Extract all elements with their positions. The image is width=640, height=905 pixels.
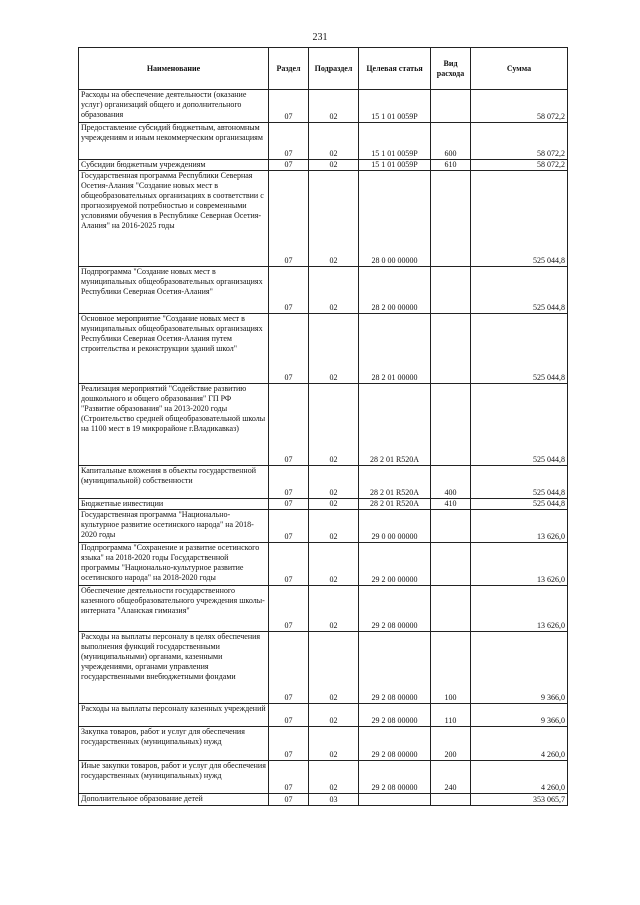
- cell-name: Подпрограмма "Создание новых мест в муниципальных общеобразовательных организациях Республики Северная Осетия-Алания": [79, 267, 269, 314]
- cell-amount: 525 044,8: [471, 267, 568, 314]
- header-target: Целевая статья: [359, 48, 431, 90]
- cell-target: 29 2 08 00000: [359, 632, 431, 704]
- cell-section: 07: [269, 466, 309, 499]
- table-body: [79, 90, 568, 806]
- cell-name: Расходы на выплаты персоналу в целях обеспечения выполнения функций государственными (муниципальными) органами, казенными учреждениями, органами управления государственными внебюджетными фондами: [79, 632, 269, 704]
- cell-subsection: 02: [309, 727, 359, 761]
- cell-expense-type: [431, 171, 471, 267]
- cell-section: 07: [269, 160, 309, 171]
- cell-name: Капитальные вложения в объекты государственной (муниципальной) собственности: [79, 466, 269, 499]
- cell-subsection: 02: [309, 704, 359, 727]
- cell-expense-type: 610: [431, 160, 471, 171]
- cell-name: Субсидии бюджетным учреждениям: [79, 160, 269, 171]
- header-expense-type: Вид расхода: [431, 48, 471, 90]
- cell-subsection: 02: [309, 499, 359, 510]
- budget-table: [78, 47, 568, 806]
- cell-subsection: 02: [309, 171, 359, 267]
- table-row: [79, 171, 568, 267]
- cell-name: Реализация мероприятий "Содействие развитию дошкольного и общего образования" ГП РФ "Развитие образования" на 2013-2020 годы (Строительство средней общеобразовательной школы на 1100 мест в 19 микрорайоне г.Владикавказ): [79, 384, 269, 466]
- cell-amount: 13 626,0: [471, 543, 568, 586]
- cell-target: 15 1 01 0059Р: [359, 160, 431, 171]
- header-amount: Сумма: [471, 48, 568, 90]
- cell-subsection: 02: [309, 510, 359, 543]
- cell-subsection: 02: [309, 632, 359, 704]
- cell-section: 07: [269, 314, 309, 384]
- cell-section: 07: [269, 794, 309, 806]
- page-number: 231: [312, 32, 328, 43]
- table-row: [79, 586, 568, 632]
- cell-name: Основное мероприятие "Создание новых мест в муниципальных общеобразовательных организациях Республики Северная Осетия-Алания путем строительства и реконструкции зданий школ": [79, 314, 269, 384]
- cell-section: 07: [269, 384, 309, 466]
- cell-subsection: 02: [309, 267, 359, 314]
- cell-expense-type: 100: [431, 632, 471, 704]
- cell-amount: 525 044,8: [471, 171, 568, 267]
- cell-amount: 9 366,0: [471, 632, 568, 704]
- table-row: [79, 499, 568, 510]
- cell-name: Подпрограмма "Сохранение и развитие осетинского языка" на 2018-2020 годы Государственной программы "Национально-культурное развитие осетинского народа" на 2018-2020 годы: [79, 543, 269, 586]
- cell-amount: 4 260,0: [471, 727, 568, 761]
- cell-subsection: 02: [309, 543, 359, 586]
- table-row: [79, 123, 568, 160]
- cell-subsection: 02: [309, 314, 359, 384]
- table-header-row: [79, 48, 568, 90]
- cell-section: 07: [269, 586, 309, 632]
- cell-name: Государственная программа "Национально-культурное развитие осетинского народа" на 2018-2020 годы: [79, 510, 269, 543]
- cell-amount: 58 072,2: [471, 123, 568, 160]
- cell-name: Предоставление субсидий бюджетным, автономным учреждениям и иным некоммерческим организациям: [79, 123, 269, 160]
- cell-expense-type: [431, 90, 471, 123]
- table-row: [79, 314, 568, 384]
- cell-target: 15 1 01 0059Р: [359, 123, 431, 160]
- cell-target: 28 0 00 00000: [359, 171, 431, 267]
- cell-amount: 353 065,7: [471, 794, 568, 806]
- cell-section: 07: [269, 632, 309, 704]
- cell-subsection: 02: [309, 90, 359, 123]
- cell-subsection: 03: [309, 794, 359, 806]
- cell-target: 29 2 08 00000: [359, 761, 431, 794]
- cell-target: 29 2 08 00000: [359, 704, 431, 727]
- cell-name: Обеспечение деятельности государственного казенного общеобразовательного учреждения школы-интерната "Аланская гимназия": [79, 586, 269, 632]
- table-row: [79, 704, 568, 727]
- table-row: [79, 727, 568, 761]
- cell-section: 07: [269, 727, 309, 761]
- table-row: [79, 267, 568, 314]
- header-section: Раздел: [269, 48, 309, 90]
- cell-target: 28 2 01 R520А: [359, 499, 431, 510]
- cell-name: Расходы на обеспечение деятельности (оказание услуг) организаций общего и дополнительного образования: [79, 90, 269, 123]
- cell-subsection: 02: [309, 761, 359, 794]
- table-row: [79, 543, 568, 586]
- cell-section: 07: [269, 761, 309, 794]
- cell-amount: 13 626,0: [471, 510, 568, 543]
- cell-section: 07: [269, 90, 309, 123]
- cell-expense-type: [431, 314, 471, 384]
- cell-subsection: 02: [309, 160, 359, 171]
- cell-expense-type: [431, 267, 471, 314]
- cell-expense-type: 600: [431, 123, 471, 160]
- cell-amount: 525 044,8: [471, 314, 568, 384]
- cell-name: Закупка товаров, работ и услуг для обеспечения государственных (муниципальных) нужд: [79, 727, 269, 761]
- cell-target: 29 2 00 00000: [359, 543, 431, 586]
- cell-expense-type: 410: [431, 499, 471, 510]
- cell-subsection: 02: [309, 123, 359, 160]
- cell-target: 15 1 01 0059Р: [359, 90, 431, 123]
- cell-expense-type: [431, 586, 471, 632]
- cell-name: Расходы на выплаты персоналу казенных учреждений: [79, 704, 269, 727]
- cell-expense-type: [431, 543, 471, 586]
- header-name: Наименование: [79, 48, 269, 90]
- cell-expense-type: [431, 794, 471, 806]
- cell-target: 29 2 08 00000: [359, 727, 431, 761]
- cell-section: 07: [269, 704, 309, 727]
- table-row: [79, 632, 568, 704]
- cell-amount: 525 044,8: [471, 499, 568, 510]
- table-row: [79, 510, 568, 543]
- cell-target: 29 2 08 00000: [359, 586, 431, 632]
- cell-expense-type: 110: [431, 704, 471, 727]
- table-row: [79, 761, 568, 794]
- cell-amount: 525 044,8: [471, 384, 568, 466]
- cell-section: 07: [269, 267, 309, 314]
- cell-section: 07: [269, 123, 309, 160]
- cell-target: 28 2 00 00000: [359, 267, 431, 314]
- cell-section: 07: [269, 499, 309, 510]
- cell-subsection: 02: [309, 384, 359, 466]
- cell-expense-type: 200: [431, 727, 471, 761]
- cell-expense-type: 240: [431, 761, 471, 794]
- cell-amount: 525 044,8: [471, 466, 568, 499]
- cell-expense-type: 400: [431, 466, 471, 499]
- table-row: [79, 384, 568, 466]
- cell-name: Иные закупки товаров, работ и услуг для обеспечения государственных (муниципальных) нужд: [79, 761, 269, 794]
- cell-name: Дополнительное образование детей: [79, 794, 269, 806]
- cell-section: 07: [269, 510, 309, 543]
- cell-target: 28 2 01 R520А: [359, 384, 431, 466]
- table-row: [79, 160, 568, 171]
- table-row: [79, 90, 568, 123]
- cell-section: 07: [269, 171, 309, 267]
- cell-expense-type: [431, 384, 471, 466]
- cell-target: 29 0 00 00000: [359, 510, 431, 543]
- cell-expense-type: [431, 510, 471, 543]
- cell-amount: 58 072,2: [471, 90, 568, 123]
- cell-section: 07: [269, 543, 309, 586]
- cell-target: [359, 794, 431, 806]
- cell-subsection: 02: [309, 586, 359, 632]
- cell-subsection: 02: [309, 466, 359, 499]
- cell-amount: 4 260,0: [471, 761, 568, 794]
- cell-target: 28 2 01 00000: [359, 314, 431, 384]
- cell-name: Бюджетные инвестиции: [79, 499, 269, 510]
- cell-name: Государственная программа Республики Северная Осетия-Алания "Создание новых мест в общеобразовательных организациях в соответствии с прогнозируемой потребностью и современными условиями обучения в Республике Северная Осетия-Алания" на 2016-2025 годы: [79, 171, 269, 267]
- cell-amount: 58 072,2: [471, 160, 568, 171]
- cell-amount: 9 366,0: [471, 704, 568, 727]
- cell-amount: 13 626,0: [471, 586, 568, 632]
- table-row: [79, 466, 568, 499]
- header-subsection: Подраздел: [309, 48, 359, 90]
- cell-target: 28 2 01 R520А: [359, 466, 431, 499]
- table-row: [79, 794, 568, 806]
